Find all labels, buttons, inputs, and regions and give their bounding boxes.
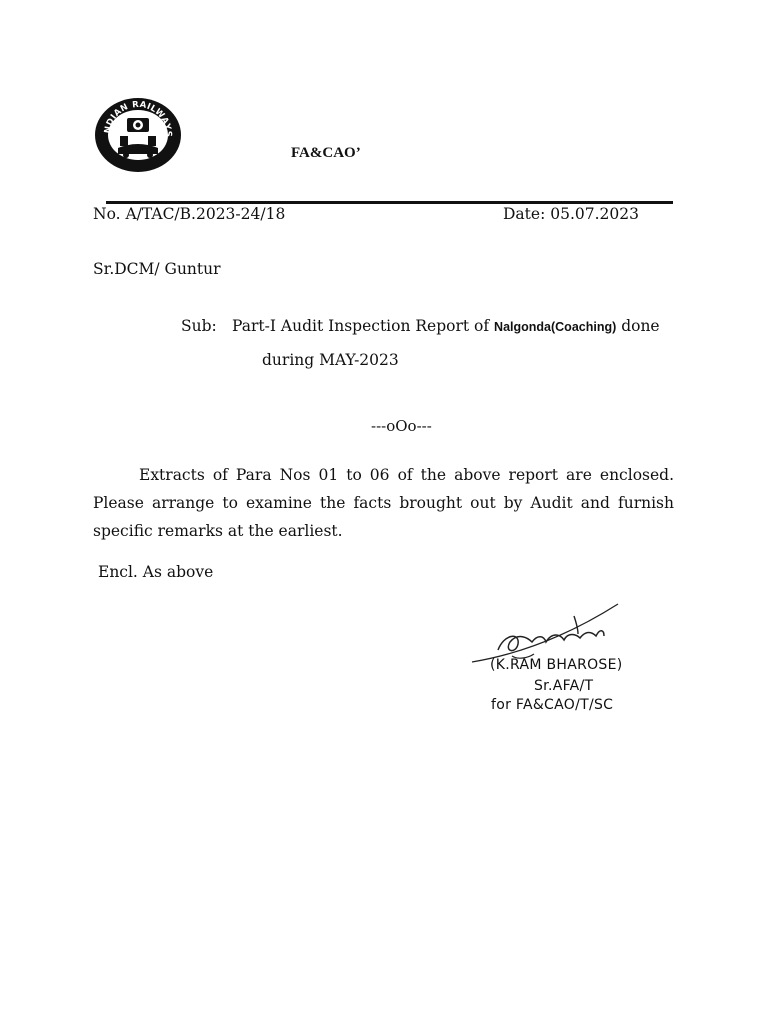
- svg-text:INDIAN RAILWAYS: NDIAN RAILWAYS: [102, 99, 174, 138]
- letter-date: Date: 05.07.2023: [503, 205, 639, 223]
- addressee: Sr.DCM/ Guntur: [93, 260, 221, 278]
- enclosure-note: Encl. As above: [98, 563, 214, 581]
- reference-number: No. A/TAC/B.2023-24/18: [93, 205, 286, 223]
- indian-railways-logo: [92, 96, 184, 174]
- body-paragraph: [93, 461, 674, 545]
- signatory-name: (K.RAM BHAROSE): [490, 657, 623, 673]
- subject-prefix: Part-I Audit Inspection Report of: [232, 317, 495, 335]
- separator: ---oOo---: [371, 417, 432, 435]
- subject-line-2: during MAY-2023: [262, 351, 399, 369]
- signatory-designation: Sr.AFA/T: [534, 678, 594, 694]
- header-divider: [106, 201, 673, 204]
- subject-place: Nalgonda(Coaching): [494, 320, 617, 334]
- signatory-office: for FA&CAO/T/SC: [491, 697, 614, 713]
- org-code: FA&CAO’: [291, 145, 361, 161]
- subject-suffix: done: [616, 317, 660, 335]
- subject-label: Sub:: [181, 317, 217, 335]
- subject-line-1: [232, 317, 660, 335]
- body-text: Extracts of Para Nos 01 to 06 of the above report are enclosed. Please arrange to examine the facts brought out by Audit and furnish specific remarks at the earliest.: [93, 466, 674, 540]
